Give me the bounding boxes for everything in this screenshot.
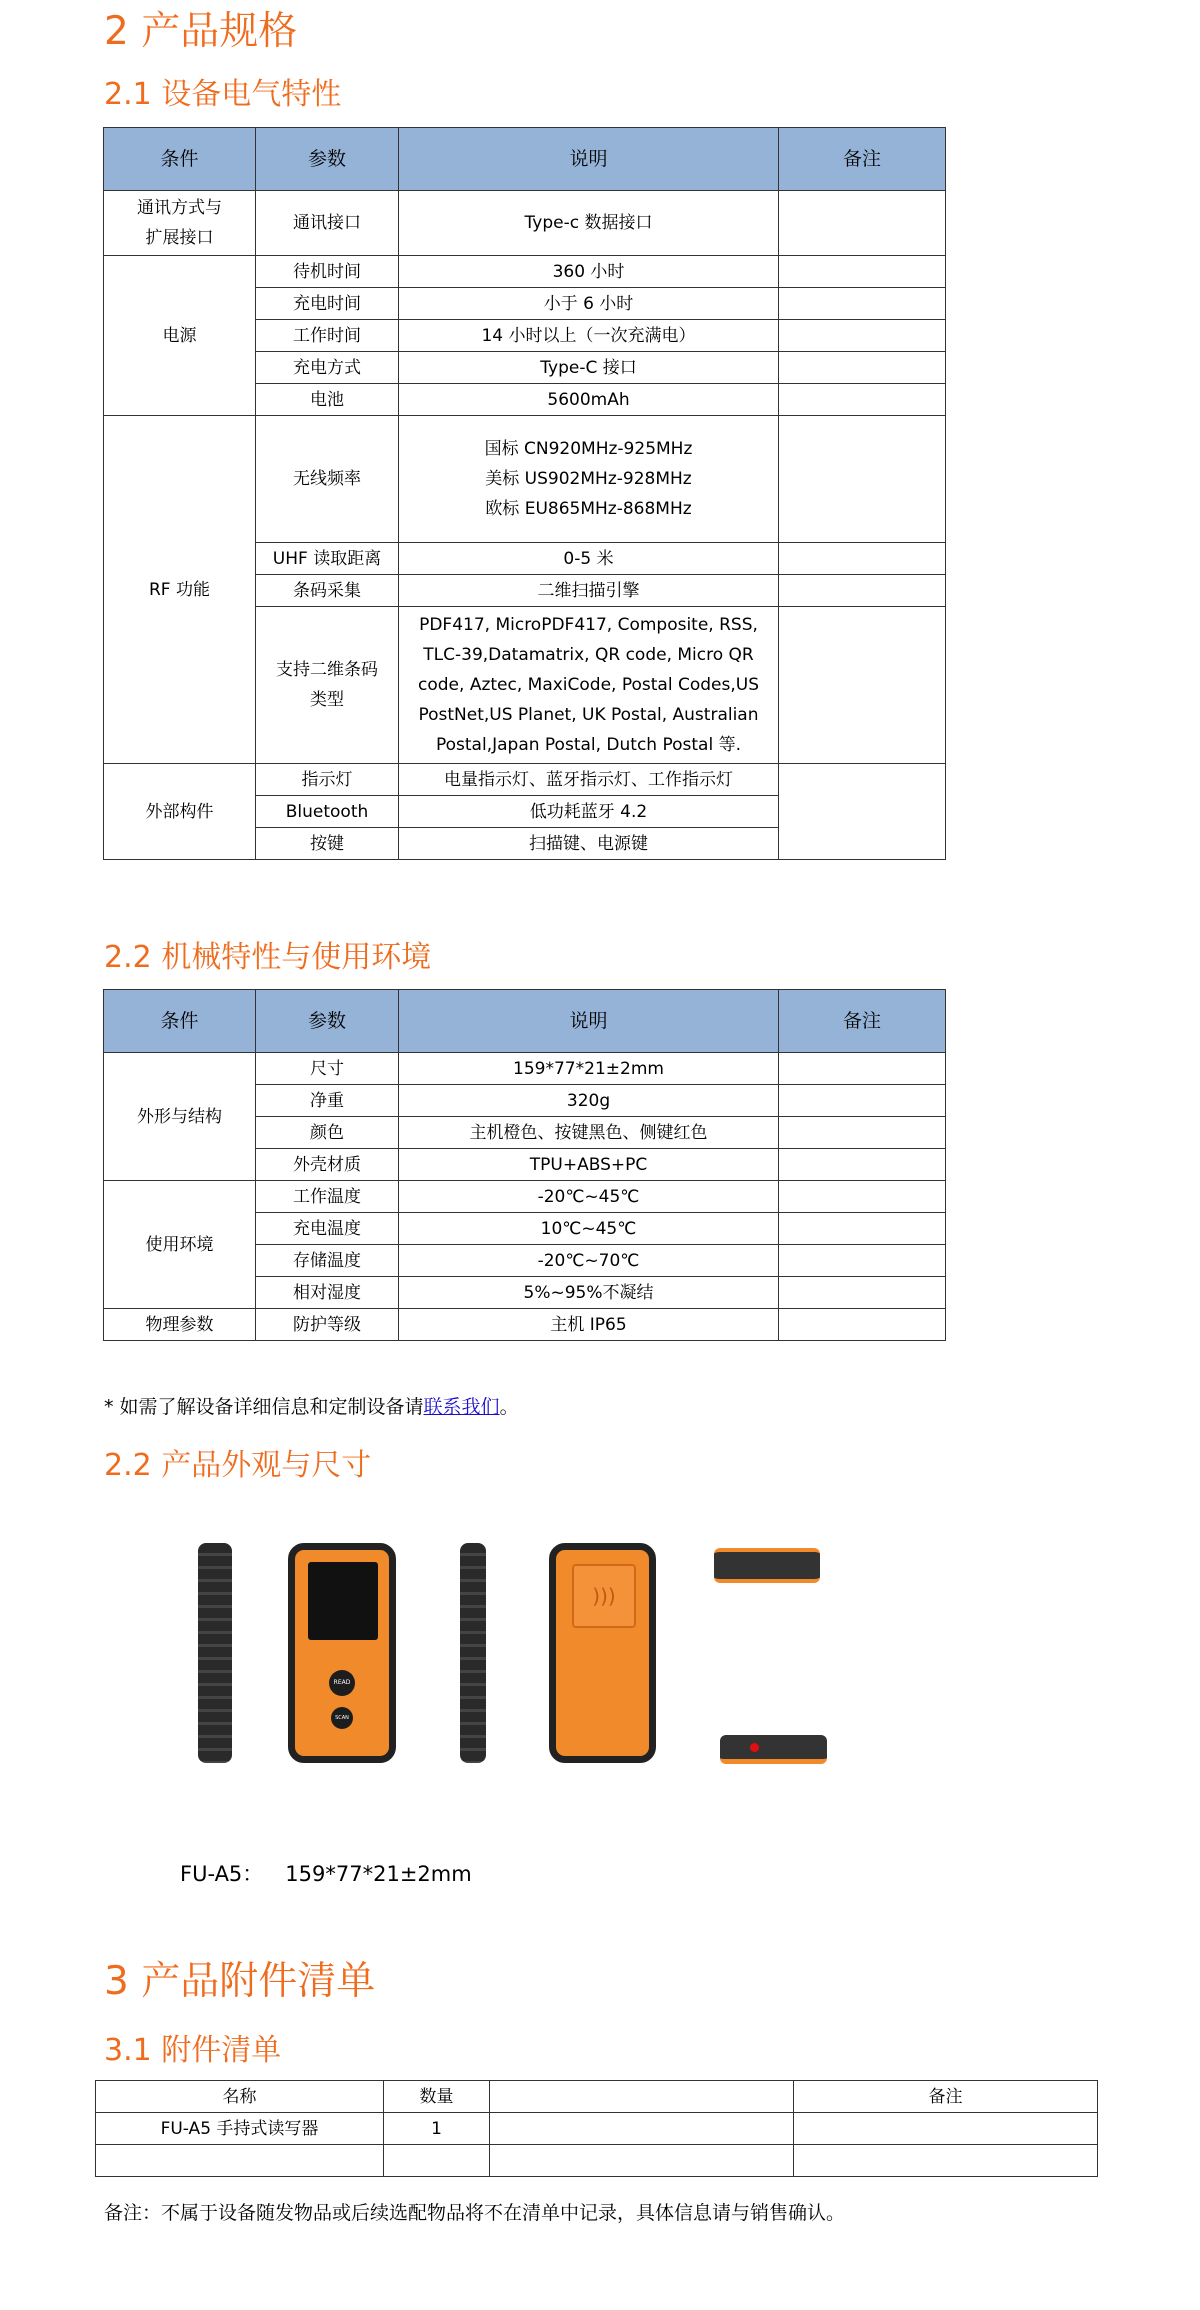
remark-cell xyxy=(779,1245,946,1277)
column-header: 备注 xyxy=(779,128,946,191)
product-dimensions: 159*77*21±2mm xyxy=(285,1862,472,1886)
device-front-view xyxy=(288,1543,396,1763)
condition-cell: 物理参数 xyxy=(104,1309,256,1341)
desc-cell: 10℃~45℃ xyxy=(399,1213,779,1245)
remark-cell xyxy=(779,1053,946,1085)
desc-cell: 360 小时 xyxy=(399,256,779,288)
condition-cell: 外形与结构 xyxy=(104,1053,256,1181)
param-cell: 存储温度 xyxy=(256,1245,399,1277)
table-cell xyxy=(794,2145,1098,2177)
desc-cell: 主机橙色、按键黑色、侧键红色 xyxy=(399,1117,779,1149)
remark-cell xyxy=(779,543,946,575)
remark-cell xyxy=(779,320,946,352)
remark-cell xyxy=(779,764,946,860)
table-cell xyxy=(490,2113,794,2145)
remark-cell xyxy=(779,288,946,320)
param-cell: 支持二维条码 类型 xyxy=(256,607,399,764)
column-header: 备注 xyxy=(794,2081,1098,2113)
accessory-table xyxy=(95,2080,1098,2177)
desc-cell: 扫描键、电源键 xyxy=(399,828,779,860)
desc-cell: -20℃~45℃ xyxy=(399,1181,779,1213)
section-3-1-heading: 3.1 附件清单 xyxy=(104,2033,282,2068)
table-row xyxy=(104,1309,946,1341)
remark-cell xyxy=(779,1181,946,1213)
remark-cell xyxy=(779,575,946,607)
remark-cell xyxy=(779,607,946,764)
product-model: FU-A5： xyxy=(180,1862,264,1886)
remark-cell xyxy=(779,1277,946,1309)
remark-cell xyxy=(779,416,946,543)
remark-cell xyxy=(779,384,946,416)
param-cell: 净重 xyxy=(256,1085,399,1117)
desc-cell: 低功耗蓝牙 4.2 xyxy=(399,796,779,828)
red-indicator-icon xyxy=(750,1743,759,1752)
table-row xyxy=(104,256,946,288)
param-cell: 尺寸 xyxy=(256,1053,399,1085)
table-row xyxy=(104,416,946,543)
remark-cell xyxy=(779,256,946,288)
device-side-view-left xyxy=(198,1543,232,1763)
desc-cell: Type-c 数据接口 xyxy=(399,191,779,256)
remark-cell xyxy=(779,191,946,256)
table-cell xyxy=(96,2145,384,2177)
param-cell: 工作温度 xyxy=(256,1181,399,1213)
table-row xyxy=(96,2145,1098,2177)
desc-cell: 5600mAh xyxy=(399,384,779,416)
desc-cell: TPU+ABS+PC xyxy=(399,1149,779,1181)
param-cell: 充电时间 xyxy=(256,288,399,320)
device-read-button: READ xyxy=(329,1670,355,1696)
table-row xyxy=(96,2113,1098,2145)
desc-cell: 国标 CN920MHz-925MHz 美标 US902MHz-928MHz 欧标 EU865MHz-868MHz xyxy=(399,416,779,543)
column-header: 条件 xyxy=(104,990,256,1053)
footer-note: 备注：不属于设备随发物品或后续选配物品将不在清单中记录，具体信息请与销售确认。 xyxy=(104,2202,846,2224)
desc-cell: 二维扫描引擎 xyxy=(399,575,779,607)
header-row xyxy=(96,2081,1098,2113)
column-header: 说明 xyxy=(399,128,779,191)
param-cell: 按键 xyxy=(256,828,399,860)
table-row xyxy=(104,191,946,256)
param-cell: 充电方式 xyxy=(256,352,399,384)
section-2-1-heading: 2.1 设备电气特性 xyxy=(104,77,342,112)
table-row xyxy=(104,1181,946,1213)
section-2-2-heading: 2.2 机械特性与使用环境 xyxy=(104,940,432,975)
param-cell: 无线频率 xyxy=(256,416,399,543)
table-cell xyxy=(794,2113,1098,2145)
column-header: 参数 xyxy=(256,990,399,1053)
table-cell xyxy=(490,2145,794,2177)
desc-cell: 主机 IP65 xyxy=(399,1309,779,1341)
header-row xyxy=(104,128,946,191)
column-header: 条件 xyxy=(104,128,256,191)
desc-cell: -20℃~70℃ xyxy=(399,1245,779,1277)
param-cell: UHF 读取距离 xyxy=(256,543,399,575)
desc-cell: Type-C 接口 xyxy=(399,352,779,384)
param-cell: 工作时间 xyxy=(256,320,399,352)
column-header: 参数 xyxy=(256,128,399,191)
param-cell: Bluetooth xyxy=(256,796,399,828)
table-row xyxy=(104,1053,946,1085)
column-header: 备注 xyxy=(779,990,946,1053)
product-caption xyxy=(180,1858,494,1888)
remark-cell xyxy=(779,1149,946,1181)
desc-cell: 159*77*21±2mm xyxy=(399,1053,779,1085)
desc-cell: 0-5 米 xyxy=(399,543,779,575)
remark-cell xyxy=(779,1213,946,1245)
device-side-view-right xyxy=(460,1543,486,1763)
header-row xyxy=(104,990,946,1053)
table-cell xyxy=(384,2145,490,2177)
device-bottom-view xyxy=(720,1735,827,1764)
contact-note-text: * 如需了解设备详细信息和定制设备请 xyxy=(104,1396,424,1418)
desc-cell: 14 小时以上（一次充满电） xyxy=(399,320,779,352)
desc-cell: 5%~95%不凝结 xyxy=(399,1277,779,1309)
mechanical-specs-table xyxy=(103,989,946,1341)
device-top-view xyxy=(714,1548,820,1583)
column-header xyxy=(490,2081,794,2113)
nfc-icon: ))) xyxy=(572,1564,636,1628)
remark-cell xyxy=(779,1117,946,1149)
column-header: 名称 xyxy=(96,2081,384,2113)
param-cell: 电池 xyxy=(256,384,399,416)
desc-cell: PDF417, MicroPDF417, Composite, RSS, TLC-39,Datamatrix, QR code, Micro QR code, Aztec, MaxiCode, Postal Codes,US PostNet,US Planet, UK Postal, Australian Postal,Japan Postal, Dutch Postal 等. xyxy=(399,607,779,764)
condition-cell: 通讯方式与 扩展接口 xyxy=(104,191,256,256)
section-2-heading: 2 产品规格 xyxy=(104,9,298,54)
param-cell: 通讯接口 xyxy=(256,191,399,256)
column-header: 说明 xyxy=(399,990,779,1053)
device-screen xyxy=(308,1562,378,1640)
section-3-heading: 3 产品附件清单 xyxy=(104,1959,376,2004)
param-cell: 充电温度 xyxy=(256,1213,399,1245)
table-cell: 1 xyxy=(384,2113,490,2145)
device-back-view xyxy=(549,1543,656,1763)
condition-cell: 电源 xyxy=(104,256,256,416)
param-cell: 相对湿度 xyxy=(256,1277,399,1309)
remark-cell xyxy=(779,1085,946,1117)
table-cell: FU-A5 手持式读写器 xyxy=(96,2113,384,2145)
condition-cell: 使用环境 xyxy=(104,1181,256,1309)
condition-cell: 外部构件 xyxy=(104,764,256,860)
param-cell: 条码采集 xyxy=(256,575,399,607)
contact-note xyxy=(104,1392,519,1419)
contact-us-link[interactable]: 联系我们 xyxy=(423,1396,500,1418)
remark-cell xyxy=(779,1309,946,1341)
param-cell: 颜色 xyxy=(256,1117,399,1149)
remark-cell xyxy=(779,352,946,384)
section-2-2-appearance-heading: 2.2 产品外观与尺寸 xyxy=(104,1448,372,1483)
param-cell: 待机时间 xyxy=(256,256,399,288)
column-header: 数量 xyxy=(384,2081,490,2113)
condition-cell: RF 功能 xyxy=(104,416,256,764)
param-cell: 外壳材质 xyxy=(256,1149,399,1181)
table-row xyxy=(104,764,946,796)
desc-cell: 320g xyxy=(399,1085,779,1117)
param-cell: 指示灯 xyxy=(256,764,399,796)
contact-note-suffix: 。 xyxy=(499,1396,519,1418)
param-cell: 防护等级 xyxy=(256,1309,399,1341)
electrical-specs-table xyxy=(103,127,946,860)
desc-cell: 小于 6 小时 xyxy=(399,288,779,320)
desc-cell: 电量指示灯、蓝牙指示灯、工作指示灯 xyxy=(399,764,779,796)
device-scan-button: SCAN xyxy=(331,1707,353,1729)
